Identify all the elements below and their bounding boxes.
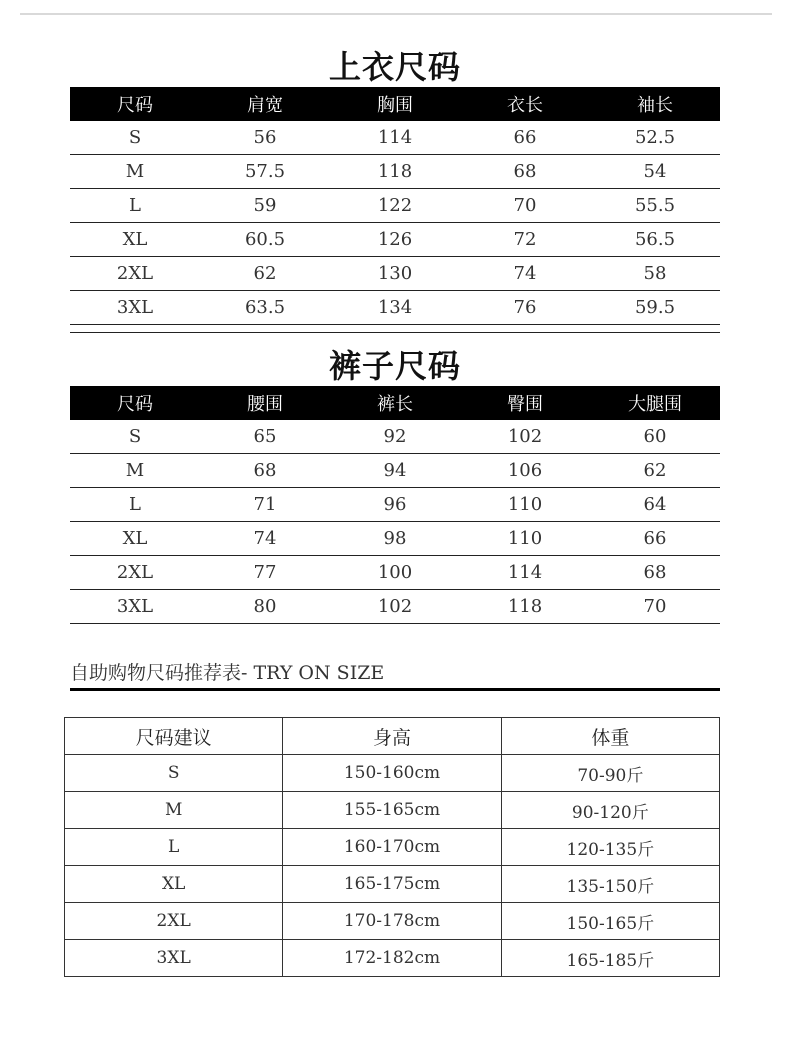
table-cell: 64 — [590, 488, 720, 522]
table-row — [65, 940, 720, 977]
table-cell: 76 — [460, 291, 590, 325]
table-cell: 55.5 — [590, 189, 720, 223]
pants-header-cell: 裤长 — [330, 386, 460, 420]
table-cell: S — [70, 420, 200, 454]
tops-size-table — [70, 87, 720, 325]
table-row — [70, 488, 720, 522]
section-divider — [70, 332, 720, 333]
table-cell: 94 — [330, 454, 460, 488]
table-cell: 57.5 — [200, 155, 330, 189]
table-cell: 118 — [460, 590, 590, 624]
table-cell: 60 — [590, 420, 720, 454]
table-cell: 68 — [590, 556, 720, 590]
table-cell: M — [70, 454, 200, 488]
table-row — [70, 420, 720, 454]
table-row — [65, 755, 720, 792]
table-cell: 72 — [460, 223, 590, 257]
table-cell: L — [70, 189, 200, 223]
table-cell: 68 — [200, 454, 330, 488]
tops-header-cell: 衣长 — [460, 87, 590, 121]
table-cell: 102 — [460, 420, 590, 454]
table-cell: 80 — [200, 590, 330, 624]
recommend-title: 自助购物尺码推荐表- TRY ON SIZE — [70, 662, 385, 684]
table-cell: 59 — [200, 189, 330, 223]
table-row — [70, 454, 720, 488]
table-cell: 170-178cm — [283, 903, 501, 940]
table-cell: 58 — [590, 257, 720, 291]
table-cell: 2XL — [70, 257, 200, 291]
table-cell: 60.5 — [200, 223, 330, 257]
pants-header-cell: 尺码 — [70, 386, 200, 420]
table-row — [70, 556, 720, 590]
pants-size-table — [70, 386, 720, 624]
table-cell: 135-150斤 — [501, 866, 719, 903]
table-cell: 172-182cm — [283, 940, 501, 977]
table-cell: 130 — [330, 257, 460, 291]
table-row — [70, 155, 720, 189]
table-cell: M — [70, 155, 200, 189]
table-cell: 110 — [460, 522, 590, 556]
table-cell: 155-165cm — [283, 792, 501, 829]
table-cell: 102 — [330, 590, 460, 624]
recommend-header-cell: 体重 — [501, 718, 719, 755]
table-cell: 74 — [200, 522, 330, 556]
table-cell: 54 — [590, 155, 720, 189]
tops-header-row — [70, 87, 720, 121]
pants-header-row — [70, 386, 720, 420]
table-cell: 52.5 — [590, 121, 720, 155]
tops-header-cell: 尺码 — [70, 87, 200, 121]
table-cell: XL — [70, 223, 200, 257]
table-cell: 165-175cm — [283, 866, 501, 903]
table-cell: 62 — [590, 454, 720, 488]
table-cell: 59.5 — [590, 291, 720, 325]
table-cell: 70 — [590, 590, 720, 624]
table-cell: 165-185斤 — [501, 940, 719, 977]
recommend-header-cell: 尺码建议 — [65, 718, 283, 755]
table-cell: L — [65, 829, 283, 866]
table-cell: M — [65, 792, 283, 829]
table-cell: XL — [70, 522, 200, 556]
table-row — [65, 829, 720, 866]
table-cell: 66 — [590, 522, 720, 556]
table-cell: 100 — [330, 556, 460, 590]
table-cell: 56.5 — [590, 223, 720, 257]
table-row — [65, 792, 720, 829]
table-cell: 150-165斤 — [501, 903, 719, 940]
table-cell: 74 — [460, 257, 590, 291]
tops-header-cell: 肩宽 — [200, 87, 330, 121]
table-cell: 56 — [200, 121, 330, 155]
table-cell: 3XL — [70, 590, 200, 624]
table-cell: 62 — [200, 257, 330, 291]
table-row — [70, 223, 720, 257]
table-cell: 120-135斤 — [501, 829, 719, 866]
table-cell: 134 — [330, 291, 460, 325]
table-row — [70, 257, 720, 291]
tops-size-title: 上衣尺码 — [328, 48, 461, 86]
table-cell: 110 — [460, 488, 590, 522]
table-cell: S — [65, 755, 283, 792]
table-cell: L — [70, 488, 200, 522]
table-cell: 122 — [330, 189, 460, 223]
pants-header-cell: 腰围 — [200, 386, 330, 420]
recommend-header-row — [65, 718, 720, 755]
table-cell: 63.5 — [200, 291, 330, 325]
table-cell: 2XL — [70, 556, 200, 590]
table-cell: 92 — [330, 420, 460, 454]
table-row — [70, 291, 720, 325]
table-cell: 68 — [460, 155, 590, 189]
table-cell: 160-170cm — [283, 829, 501, 866]
table-cell: 96 — [330, 488, 460, 522]
table-cell: 3XL — [70, 291, 200, 325]
table-cell: 2XL — [65, 903, 283, 940]
top-divider — [20, 13, 772, 15]
tops-header-cell: 袖长 — [590, 87, 720, 121]
table-cell: 3XL — [65, 940, 283, 977]
pants-header-cell: 大腿围 — [590, 386, 720, 420]
table-cell: XL — [65, 866, 283, 903]
tops-header-cell: 胸围 — [330, 87, 460, 121]
pants-size-title: 裤子尺码 — [328, 347, 461, 385]
table-row — [70, 121, 720, 155]
table-cell: 90-120斤 — [501, 792, 719, 829]
table-cell: 106 — [460, 454, 590, 488]
table-cell: 118 — [330, 155, 460, 189]
table-row — [70, 522, 720, 556]
table-cell: 98 — [330, 522, 460, 556]
table-row — [65, 866, 720, 903]
table-cell: 150-160cm — [283, 755, 501, 792]
table-cell: 114 — [330, 121, 460, 155]
table-row — [70, 189, 720, 223]
recommend-header-cell: 身高 — [283, 718, 501, 755]
table-cell: 71 — [200, 488, 330, 522]
table-cell: 114 — [460, 556, 590, 590]
recommend-table — [64, 717, 720, 977]
table-cell: S — [70, 121, 200, 155]
table-cell: 77 — [200, 556, 330, 590]
table-row — [70, 590, 720, 624]
table-cell: 65 — [200, 420, 330, 454]
table-cell: 70 — [460, 189, 590, 223]
table-cell: 70-90斤 — [501, 755, 719, 792]
table-cell: 66 — [460, 121, 590, 155]
pants-header-cell: 臀围 — [460, 386, 590, 420]
table-row — [65, 903, 720, 940]
table-cell: 126 — [330, 223, 460, 257]
recommend-divider — [70, 688, 720, 691]
